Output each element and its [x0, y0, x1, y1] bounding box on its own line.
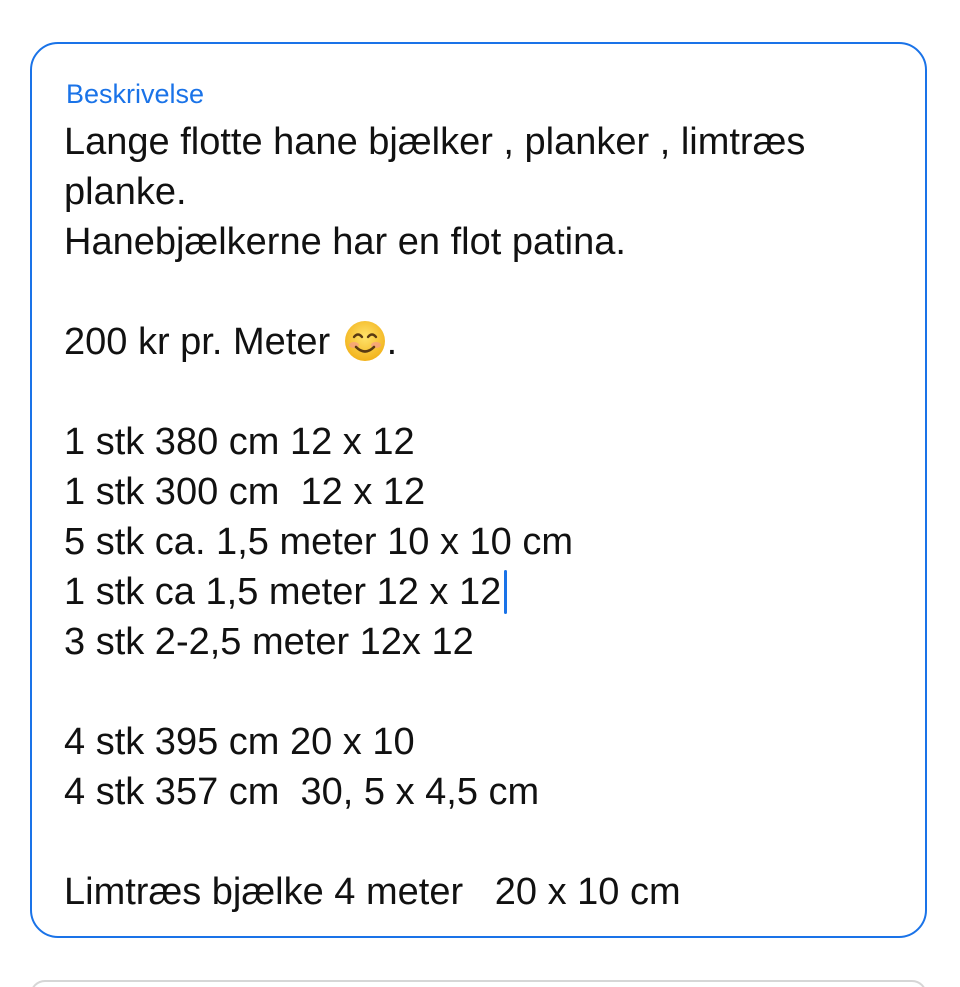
text-line: planke.: [64, 171, 187, 213]
description-field[interactable]: [30, 42, 927, 938]
text-line-with-caret: [64, 567, 904, 617]
text-line: 1 stk 380 cm 12 x 12: [64, 421, 415, 463]
text-line: Lange flotte hane bjælker , planker , limtræs: [64, 121, 806, 163]
description-textarea[interactable]: [64, 117, 904, 917]
next-field-card[interactable]: [30, 980, 927, 987]
text-line: 5 stk ca. 1,5 meter 10 x 10 cm: [64, 521, 573, 563]
blank-line: [64, 267, 904, 317]
text-line: 4 stk 395 cm 20 x 10: [64, 721, 415, 763]
blank-line: [64, 367, 904, 417]
blank-line: [64, 667, 904, 717]
price-text: 200 kr pr. Meter: [64, 321, 341, 363]
description-label: Beskrivelse: [66, 79, 205, 109]
price-line: [64, 317, 904, 367]
text-caret: [504, 570, 507, 614]
text-line: 3 stk 2-2,5 meter 12x 12: [64, 621, 474, 663]
text-line: Limtræs bjælke 4 meter 20 x 10 cm: [64, 871, 681, 913]
blank-line: [64, 817, 904, 867]
text-line-content: 1 stk ca 1,5 meter 12 x 12: [64, 571, 502, 613]
text-line: Hanebjælkerne har en flot patina.: [64, 221, 626, 263]
price-suffix: .: [386, 321, 398, 363]
text-line: 4 stk 357 cm 30, 5 x 4,5 cm: [64, 771, 540, 813]
smiling-face-emoji-icon: [343, 319, 387, 363]
text-line: 1 stk 300 cm 12 x 12: [64, 471, 426, 513]
